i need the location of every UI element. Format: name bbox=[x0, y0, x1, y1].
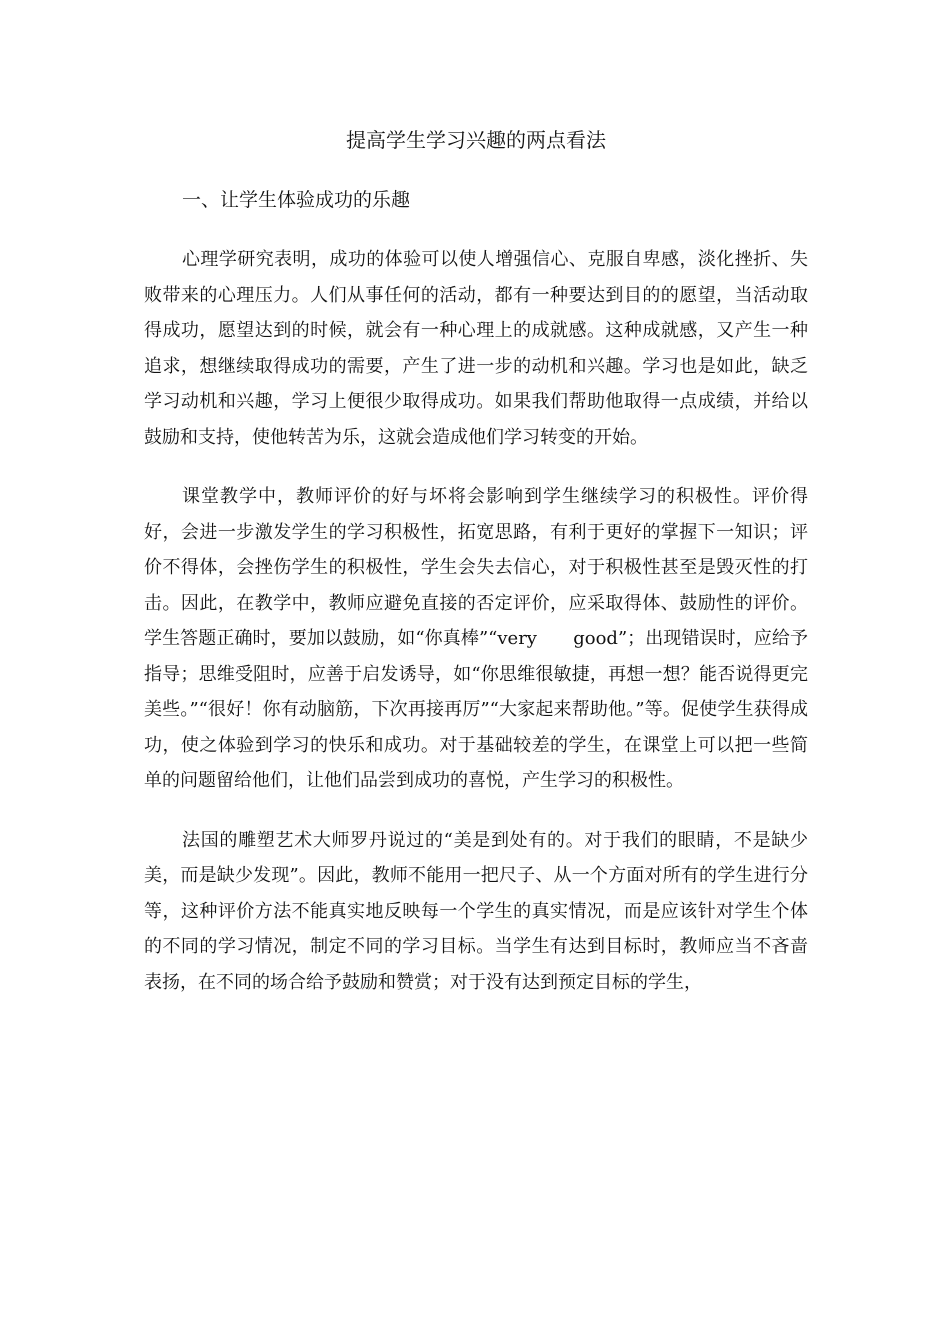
section-heading: 一、让学生体验成功的乐趣 bbox=[182, 189, 411, 211]
paragraph-1: 心理学研究表明，成功的体验可以使人增强信心、克服自卑感，淡化挫折、失败带来的心理压力。人们从事任何的活动，都有一种要达到目的的愿望，当活动取得成功，愿望达到的时候，就会有一种心理上的成就感。这种成就感，又产生一种追求，想继续取得成功的需要，产生了进一步的动机和兴趣。学习也是如此，缺乏学习动机和兴趣，学习上便很少取得成功。如果我们帮助他取得一点成绩，并给以鼓励和支持，使他转苦为乐，这就会造成他们学习转变的开始。 bbox=[144, 249, 808, 448]
paragraph-3: 法国的雕塑艺术大师罗丹说过的“美是到处有的。对于我们的眼睛，不是缺少美，而是缺少发现”。因此，教师不能用一把尺子、从一个方面对所有的学生进行分等，这种评价方法不能真实地反映每一个学生的真实情况，而是应该针对学生个体的不同的学习情况，制定不同的学习目标。当学生有达到目标时，教师应当不吝啬表扬，在不同的场合给予鼓励和赞赏；对于没有达到预定目标的学生， bbox=[144, 829, 808, 993]
document-title: 提高学生学习兴趣的两点看法 bbox=[346, 128, 606, 152]
paragraph-2: 课堂教学中，教师评价的好与坏将会影响到学生继续学习的积极性。评价得好，会进一步激发学生的学习积极性，拓宽思路，有利于更好的掌握下一知识；评价不得体，会挫伤学生的积极性，学生会失去信心，对于积极性甚至是毁灭性的打击。因此，在教学中，教师应避免直接的否定评价，应采取得体、鼓励性的评价。学生答题正确时，要加以鼓励，如“你真棒”“very good”；出现错误时，应给予指导；思维受阻时，应善于启发诱导，如“你思维很敏捷，再想一想？能否说得更完美些。”“很好！你有动脑筋，下次再接再厉”“大家起来帮助他。”等。促使学生获得成功，使之体验到学习的快乐和成功。对于基础较差的学生，在课堂上可以把一些简单的问题留给他们，让他们品尝到成功的喜悦，产生学习的积极性。 bbox=[144, 486, 808, 791]
document-body bbox=[144, 120, 808, 1024]
